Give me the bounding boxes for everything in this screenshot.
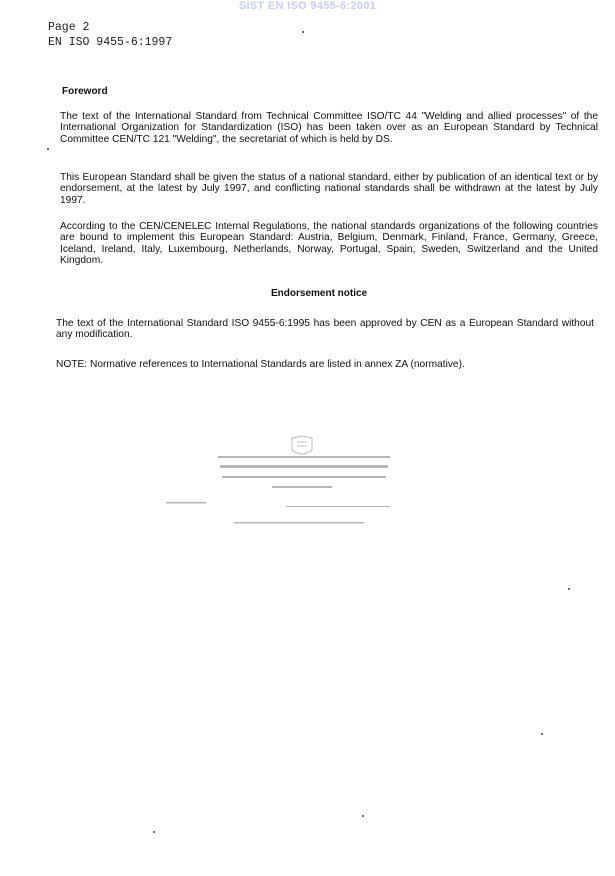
scan-speck bbox=[47, 148, 49, 150]
foreword-paragraph-3: According to the CEN/CENELEC Internal Regulations, the national standards organizations of the following countries are bound to implement this European Standard: Austria, Belgium, Denmark, Finland, France, Germany, Greece, Iceland, Ireland, Italy, Luxembourg, Netherlands, Norway, Portugal, Spain, Sweden, Switzerland and the United Kingdom. bbox=[60, 221, 598, 266]
endorsement-paragraph: The text of the International Standard ISO 9455-6:1995 has been approved by CEN as a European Standard without any modification. bbox=[56, 318, 594, 341]
foreword-paragraph-1: The text of the International Standard from Technical Committee ISO/TC 44 "Welding and allied processes" of the International Organization for Standardization (ISO) has been taken over as an European Standard by Technical Committee CEN/TC 121 "Welding", the secretariat of which is held by DS. bbox=[60, 111, 598, 145]
scan-speck bbox=[153, 831, 155, 833]
scan-speck bbox=[362, 815, 364, 817]
watermark: SIST EN ISO 9455-6:2001 bbox=[238, 0, 377, 12]
normative-note: NOTE: Normative references to International Standards are listed in annex ZA (normative). bbox=[56, 359, 465, 370]
stamp-graphic bbox=[160, 432, 400, 542]
scan-speck bbox=[541, 733, 543, 735]
standard-reference: EN ISO 9455-6:1997 bbox=[48, 36, 173, 49]
foreword-heading: Foreword bbox=[62, 86, 108, 97]
scan-speck bbox=[302, 31, 304, 33]
scan-speck bbox=[568, 588, 570, 590]
endorsement-heading: Endorsement notice bbox=[271, 288, 368, 299]
reception-stamp bbox=[160, 432, 400, 542]
foreword-paragraph-2: This European Standard shall be given the status of a national standard, either by publication of an identical text or by endorsement, at the latest by July 1997, and conflicting national standards shall be withdrawn at the latest by July 1997. bbox=[60, 172, 598, 206]
page-number: Page 2 bbox=[48, 21, 90, 34]
